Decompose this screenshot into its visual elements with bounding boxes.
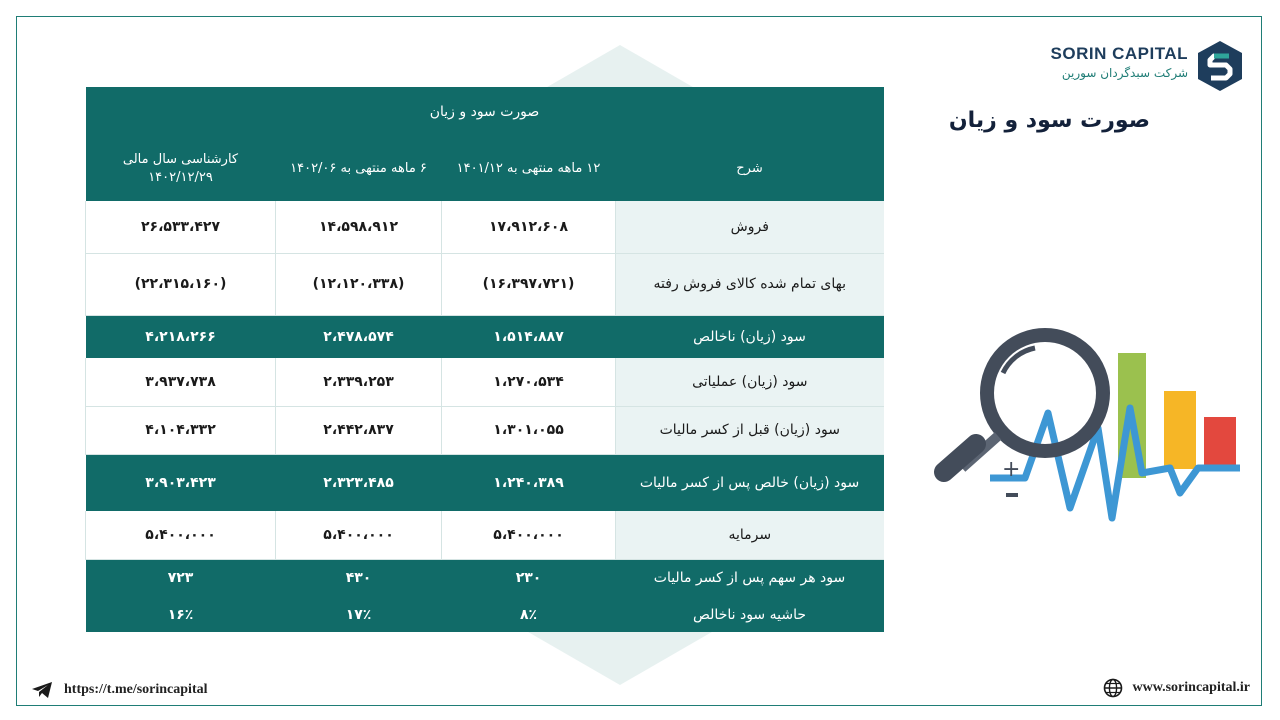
brand-logo <box>1024 40 1244 92</box>
cell-value: ۴،۲۱۸،۲۶۶ <box>86 315 276 358</box>
cell-value: ۴،۱۰۴،۳۳۲ <box>86 406 276 454</box>
cell-value: (۱۶،۳۹۷،۷۲۱) <box>442 253 616 315</box>
cell-value: (۱۲،۱۲۰،۳۳۸) <box>276 253 442 315</box>
analysis-illustration-icon <box>930 318 1240 528</box>
row-label: حاشیه سود ناخالص <box>616 597 884 632</box>
column-header-12m-1401: ۱۲ ماهه منتهی به ۱۴۰۱/۱۲ <box>442 137 616 201</box>
cell-value: ۱،۲۴۰،۳۸۹ <box>442 454 616 511</box>
cell-value: ۲۳۰ <box>442 559 616 597</box>
row-label: بهای تمام شده کالای فروش رفته <box>616 253 884 315</box>
cell-value: ۸٪ <box>442 597 616 632</box>
row-label: سود (زیان) خالص پس از کسر مالیات <box>616 454 884 511</box>
cell-value: ۱،۵۱۴،۸۸۷ <box>442 315 616 358</box>
cell-value: ۱۷٪ <box>276 597 442 632</box>
telegram-icon <box>32 682 52 698</box>
table-row-capital <box>86 511 884 559</box>
table-title-row <box>86 87 884 137</box>
page-title: صورت سود و زیان <box>948 108 1150 133</box>
table-row-gross-profit <box>86 315 884 358</box>
cell-value: ۲۶،۵۳۳،۴۲۷ <box>86 201 276 253</box>
cell-value: ۱۶٪ <box>86 597 276 632</box>
table-row-gross-margin <box>86 597 884 632</box>
cell-value: ۱۴،۵۹۸،۹۱۲ <box>276 201 442 253</box>
table-row-operating-profit <box>86 358 884 406</box>
cell-value: ۲،۳۳۹،۲۵۳ <box>276 358 442 406</box>
cell-value: ۵،۴۰۰،۰۰۰ <box>86 511 276 559</box>
footer-telegram[interactable] <box>32 682 208 698</box>
cell-value: ۳،۹۳۷،۷۳۸ <box>86 358 276 406</box>
website-link[interactable]: www.sorincapital.ir <box>1132 680 1250 695</box>
table-header-row <box>86 137 884 201</box>
svg-text:+: + <box>1002 457 1021 482</box>
cell-value: ۳،۹۰۳،۴۲۳ <box>86 454 276 511</box>
table-row-net-profit <box>86 454 884 511</box>
cell-value: ۷۲۳ <box>86 559 276 597</box>
globe-icon <box>1103 678 1123 698</box>
logo-mark-icon <box>1196 40 1244 92</box>
cell-value: ۵،۴۰۰،۰۰۰ <box>442 511 616 559</box>
column-header-6m-1402: ۶ ماهه منتهی به ۱۴۰۲/۰۶ <box>276 137 442 201</box>
cell-value: ۴۳۰ <box>276 559 442 597</box>
cell-value: ۱،۳۰۱،۰۵۵ <box>442 406 616 454</box>
row-label: سرمایه <box>616 511 884 559</box>
cell-value: ۲،۳۲۳،۴۸۵ <box>276 454 442 511</box>
row-label: فروش <box>616 201 884 253</box>
cell-value: ۱،۲۷۰،۵۳۴ <box>442 358 616 406</box>
cell-value: ۲،۴۷۸،۵۷۴ <box>276 315 442 358</box>
row-label: سود (زیان) ناخالص <box>616 315 884 358</box>
brand-name-fa: شرکت سبدگردان سورین <box>1061 66 1188 80</box>
footer-website[interactable] <box>1103 678 1250 698</box>
row-label: سود (زیان) قبل از کسر مالیات <box>616 406 884 454</box>
cell-value: (۲۲،۳۱۵،۱۶۰) <box>86 253 276 315</box>
table-row-sales <box>86 201 884 253</box>
cell-value: ۵،۴۰۰،۰۰۰ <box>276 511 442 559</box>
column-header-description: شرح <box>616 137 884 201</box>
cell-value: ۱۷،۹۱۲،۶۰۸ <box>442 201 616 253</box>
table-row-cogs <box>86 253 884 315</box>
table-row-eps <box>86 559 884 597</box>
row-label: سود (زیان) عملیاتی <box>616 358 884 406</box>
table-row-pretax-profit <box>86 406 884 454</box>
column-header-forecast-1402: کارشناسی سال مالی ۱۴۰۲/۱۲/۲۹ <box>86 137 276 201</box>
brand-name-en: SORIN CAPITAL <box>1050 44 1188 63</box>
cell-value: ۲،۴۴۲،۸۳۷ <box>276 406 442 454</box>
row-label: سود هر سهم پس از کسر مالیات <box>616 559 884 597</box>
profit-loss-table <box>85 87 884 632</box>
table-title: صورت سود و زیان <box>86 87 884 137</box>
telegram-link[interactable]: https://t.me/sorincapital <box>64 682 208 697</box>
